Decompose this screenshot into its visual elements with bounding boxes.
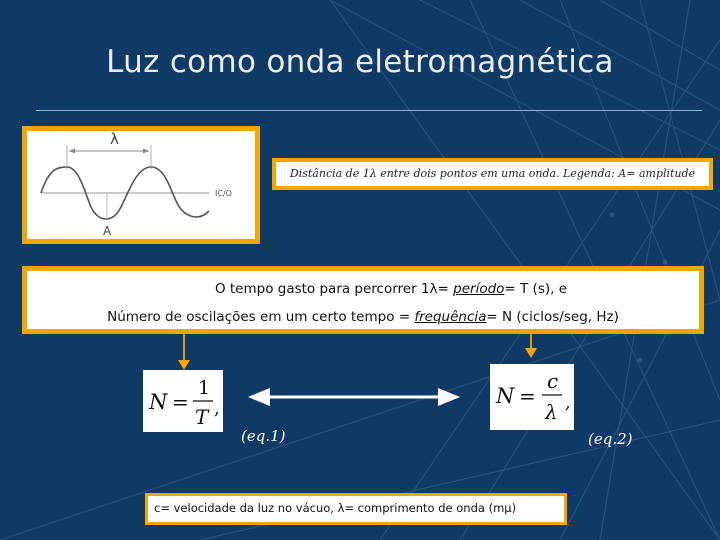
eq2-equals: = [519,384,536,408]
slide-title: Luz como onda eletromagnética [106,44,614,80]
equation-2 [490,364,574,430]
variables-legend: c= velocidade da luz no vácuo, λ= comprimento de onda (mμ) [145,493,567,525]
axis-right-label: IC/O [215,189,232,198]
frequency-suffix: = N (ciclos/seg, Hz) [486,309,619,325]
eq1-equals: = [172,390,189,414]
frequency-prefix: Número de oscilações em um certo tempo = [107,309,415,325]
arrow-to-eq1-head [178,360,190,370]
double-arrow-right-head [438,388,460,406]
lambda-label: λ [110,131,119,148]
wave-caption: Distância de 1λ entre dois pontos em uma onda. Legenda: A= amplitude [272,158,713,190]
eq2-lhs: N [496,384,515,408]
eq2-denominator: λ [545,400,558,424]
period-term: período [453,281,505,297]
amplitude-label: A [103,224,112,238]
eq1-label: (eq.1) [241,427,286,445]
eq1-comma: , [214,398,220,419]
eq2-label: (eq.2) [588,430,633,448]
eq1-denominator: T [195,405,209,429]
eq2-comma: , [565,392,571,413]
period-prefix: O tempo gasto para percorrer 1λ= [214,281,454,297]
double-arrow-left-head [248,388,270,406]
eq2-numerator: c [547,369,559,393]
frequency-term: frequência [414,309,487,325]
eq1-numerator: 1 [198,377,211,399]
equation-1 [143,370,223,432]
period-suffix: = T (s), e [504,281,568,297]
eq1-lhs: N [149,390,168,414]
arrow-to-eq2-head [525,348,537,358]
